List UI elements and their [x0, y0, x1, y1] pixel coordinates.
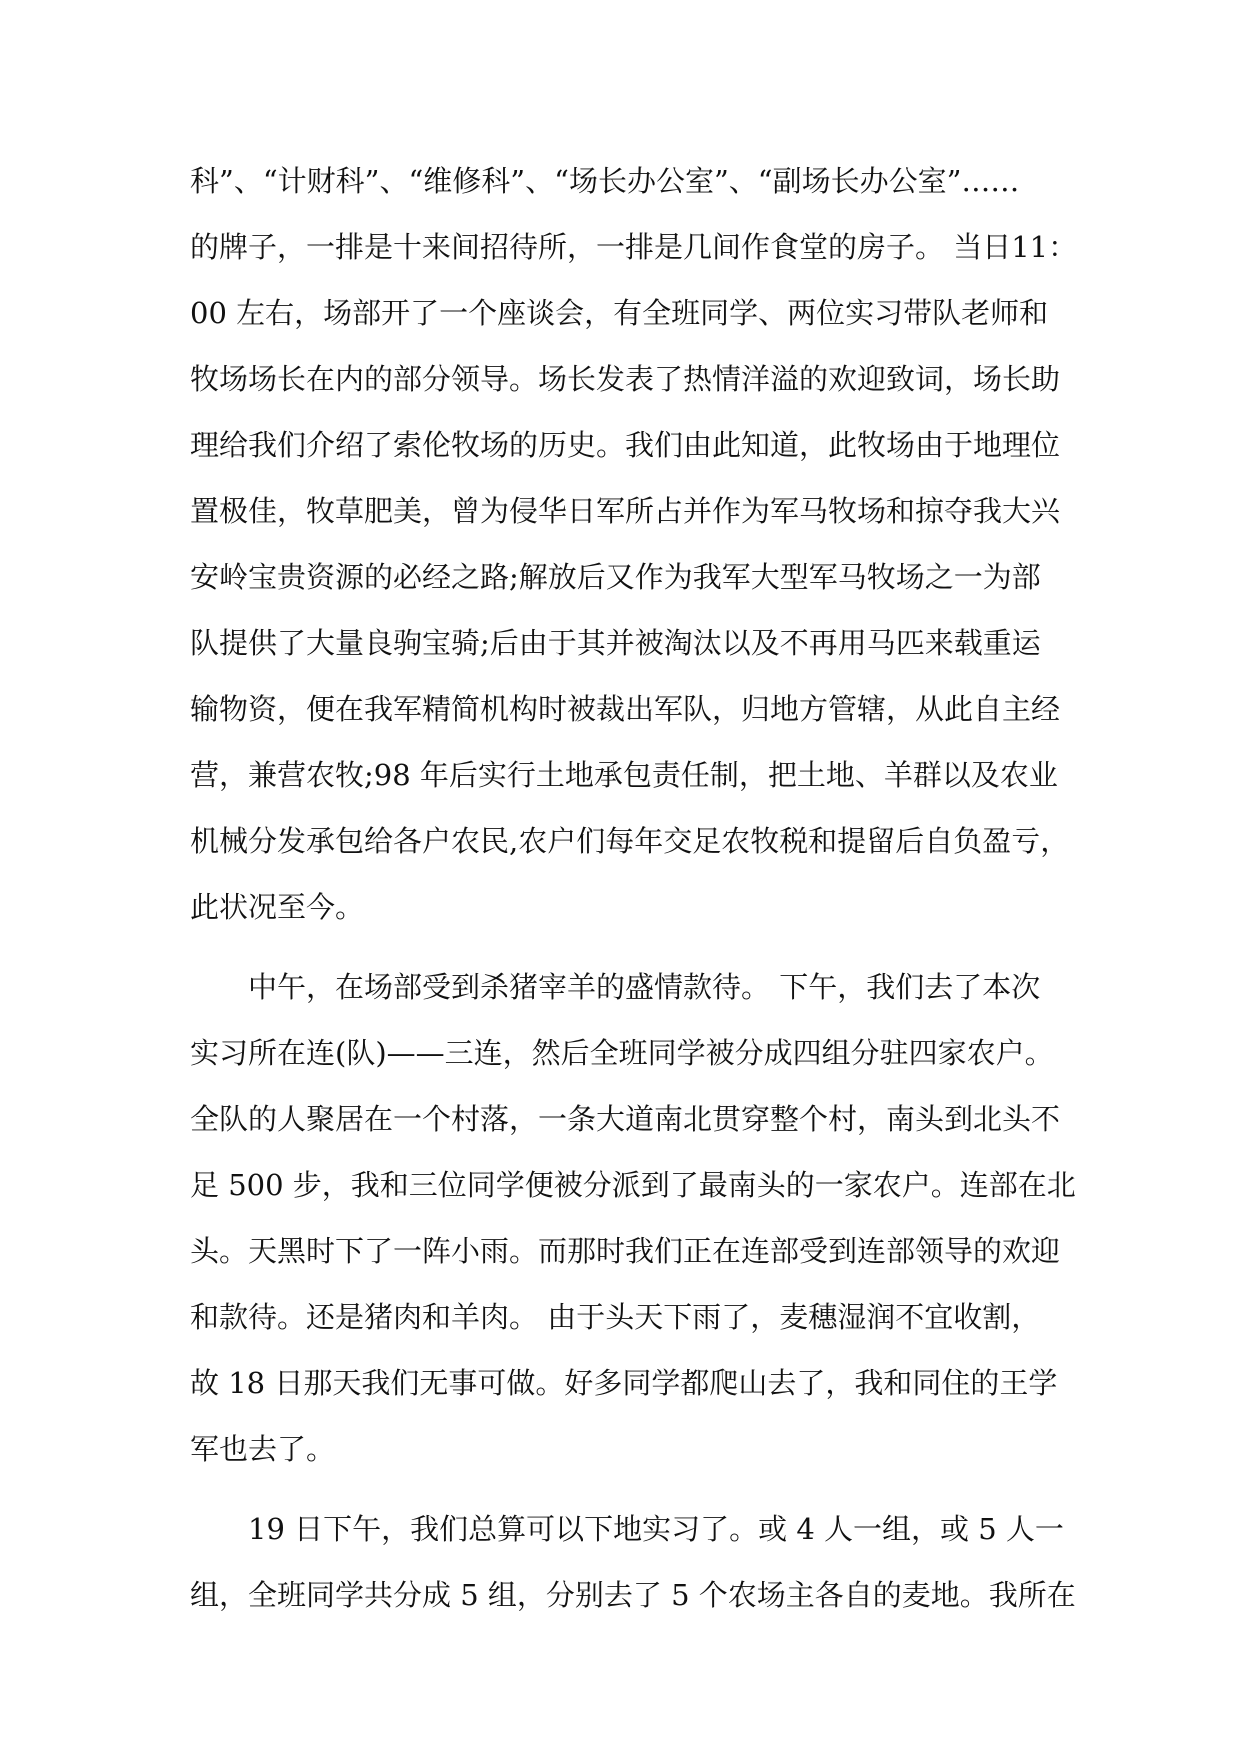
text-line: 理给我们介绍了索伦牧场的历史。我们由此知道，此牧场由于地理位: [190, 428, 1061, 462]
text-line: 置极佳，牧草肥美，曾为侵华日军所占并作为军马牧场和掠夺我大兴: [190, 494, 1061, 528]
text-line: 中午，在场部受到杀猪宰羊的盛情款待。 下午，我们去了本次: [248, 970, 1041, 1004]
text-line: 输物资，便在我军精简机构时被裁出军队，归地方管辖，从此自主经: [190, 692, 1061, 726]
text-line: 营，兼营农牧;98 年后实行土地承包责任制，把土地、羊群以及农业: [190, 758, 1058, 792]
text-line: 足 500 步，我和三位同学便被分派到了最南头的一家农户。连部在北: [190, 1168, 1076, 1202]
paragraph-2: [190, 966, 1076, 1508]
text-line: 军也去了。: [190, 1432, 336, 1466]
text-line: 机械分发承包给各户农民,农户们每年交足农牧税和提留后自负盈亏，: [190, 824, 1070, 858]
text-line: 19 日下午，我们总算可以下地实习了。或 4 人一组，或 5 人一: [248, 1512, 1064, 1546]
text-line: 和款待。还是猪肉和羊肉。 由于头天下雨了，麦穗湿润不宜收割，: [190, 1300, 1041, 1334]
text-line: 全队的人聚居在一个村落，一条大道南北贯穿整个村，南头到北头不: [190, 1102, 1061, 1136]
text-line: 实习所在连(队)——三连，然后全班同学被分成四组分驻四家农户。: [190, 1036, 1054, 1070]
text-line: 组，全班同学共分成 5 组，分别去了 5 个农场主各自的麦地。我所在: [190, 1578, 1076, 1612]
document-body: [190, 160, 1078, 1640]
text-line: 队提供了大量良驹宝骑;后由于其并被淘汰以及不再用马匹来载重运: [190, 626, 1041, 660]
paragraph-3: [190, 1508, 1076, 1640]
text-line: 科”、“计财科”、“维修科”、“场长办公室”、“副场长办公室”……: [190, 164, 1020, 198]
text-line: 头。天黑时下了一阵小雨。而那时我们正在连部受到连部领导的欢迎: [190, 1234, 1061, 1268]
text-line: 的牌子，一排是十来间招待所，一排是几间作食堂的房子。 当日11：: [190, 230, 1078, 264]
text-line: 牧场场长在内的部分领导。场长发表了热情洋溢的欢迎致词，场长助: [190, 362, 1061, 396]
paragraph-1: [190, 160, 1078, 966]
text-line: 故 18 日那天我们无事可做。好多同学都爬山去了，我和同住的王学: [190, 1366, 1058, 1400]
text-line: 安岭宝贵资源的必经之路;解放后又作为我军大型军马牧场之一为部: [190, 560, 1041, 594]
text-line: 00 左右，场部开了一个座谈会，有全班同学、两位实习带队老师和: [190, 296, 1049, 330]
text-line: 此状况至今。: [190, 890, 365, 924]
